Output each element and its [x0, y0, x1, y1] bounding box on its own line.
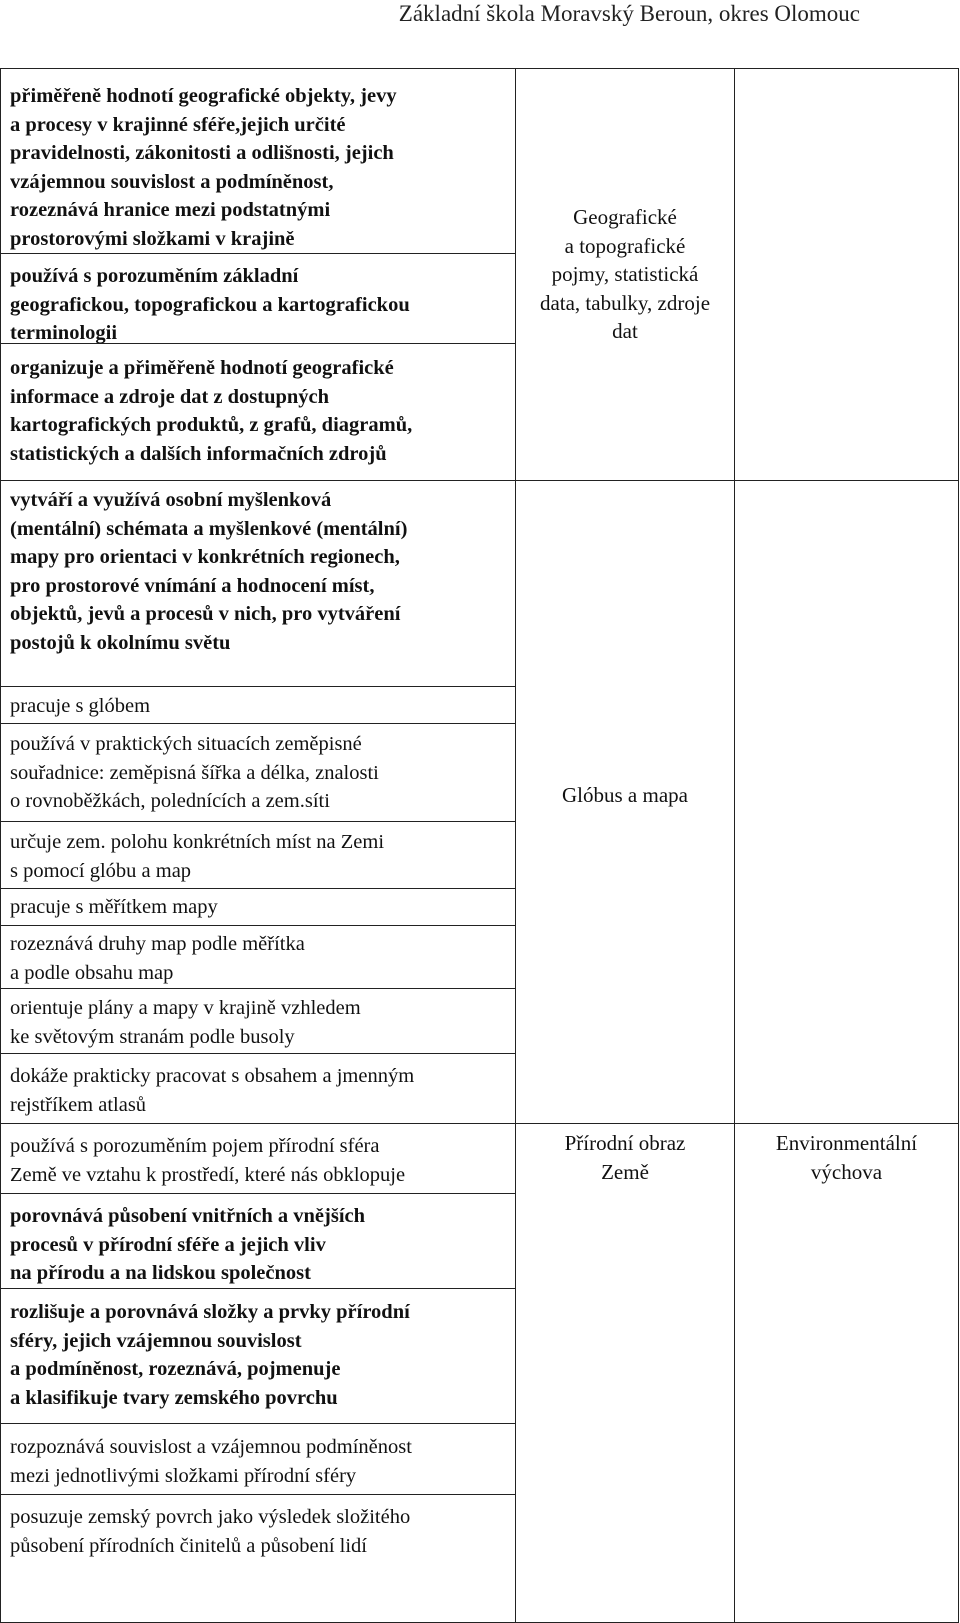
- outcome-cell: [0, 1503, 420, 1560]
- outcome-text: organizuje a přiměřeně hodnotí geografické informace a zdroje dat z dostupných kartografických produktů, z grafů, diagramů, statistických a dalších informačních zdrojů: [10, 357, 413, 465]
- row-separator: [0, 1193, 515, 1194]
- outcome-cell: [0, 1298, 420, 1412]
- outcome-text: orientuje plány a mapy v krajině vzhledem ke světovým stranám podle busoly: [10, 997, 361, 1048]
- outcome-cell: [0, 730, 389, 816]
- topic-globe-map: Glóbus a mapa: [562, 783, 688, 807]
- cross-topic-environmental: Environmentální výchova: [775, 1131, 918, 1184]
- outcome-text: vytváří a využívá osobní myšlenková (mentální) schémata a myšlenkové (mentální) mapy pro orientaci v konkrétních regionech, pro prostorové vnímání a hodnocení míst, objektů, jevů a procesů v nich, pro vytváření postojů k okolnímu světu: [10, 489, 408, 654]
- row-separator: [0, 988, 515, 989]
- row-separator: [0, 1423, 515, 1424]
- outcome-cell: [0, 930, 315, 987]
- outcome-text: rozlišuje a porovnává složky a prvky přírodní sféry, jejich vzájemnou souvislost a podmíněnost, rozeznává, pojmenuje a klasifikuje tvary zemského povrchu: [10, 1301, 410, 1409]
- outcome-text: rozpoznává souvislost a vzájemnou podmíněnost mezi jednotlivými složkami přírodní sféry: [10, 1436, 412, 1487]
- outcome-cell: [0, 994, 371, 1051]
- outcome-text: dokáže prakticky pracovat s obsahem a jmenným rejstříkem atlasů: [10, 1065, 415, 1116]
- outcome-cell: [0, 354, 422, 468]
- outcome-cell: [0, 1132, 415, 1189]
- row-separator: [0, 1494, 515, 1495]
- row-separator: [0, 1288, 515, 1289]
- row-separator: [0, 888, 515, 889]
- outcome-text: používá s porozuměním pojem přírodní sféra Země ve vztahu k prostředí, které nás obklopuje: [10, 1135, 406, 1186]
- table-border-top-left: [0, 68, 515, 69]
- outcome-text: používá v praktických situacích zeměpisné souřadnice: zeměpisná šířka a délka, znalosti o rovnoběžkách, polednících a zem.síti: [10, 733, 379, 813]
- school-header: Základní škola Moravský Beroun, okres Olomouc: [398, 1, 860, 26]
- outcome-cell: [0, 692, 160, 721]
- row-separator: [0, 480, 959, 481]
- outcome-text: používá s porozuměním základní geografickou, topografickou a kartografickou terminologii: [10, 265, 410, 345]
- outcome-cell: [0, 1202, 375, 1288]
- row-separator: [0, 686, 515, 687]
- outcome-text: posuzuje zemský povrch jako výsledek složitého působení přírodních činitelů a působení lidí: [10, 1506, 411, 1557]
- outcome-cell: [0, 828, 394, 885]
- table-divider-topics: [734, 68, 735, 1623]
- outcome-text: rozeznává druhy map podle měřítka a podle obsahu map: [10, 933, 305, 984]
- outcome-cell: [0, 893, 228, 922]
- outcome-text: porovnává působení vnitřních a vnějších procesů v přírodní sféře a jejich vliv na přírodu a na lidskou společnost: [10, 1205, 366, 1285]
- row-separator: [0, 821, 515, 822]
- outcome-text: určuje zem. polohu konkrétních míst na Zemi s pomocí glóbu a map: [10, 831, 385, 882]
- topic-nature: Přírodní obraz Země: [564, 1131, 686, 1184]
- outcome-cell: [0, 486, 417, 658]
- outcome-cell: [0, 82, 407, 254]
- table-border-right: [958, 68, 959, 1623]
- table-border-top: [515, 68, 959, 69]
- outcome-text: pracuje s glóbem: [10, 695, 151, 717]
- row-separator: [0, 1053, 515, 1054]
- outcome-text: pracuje s měřítkem mapy: [10, 896, 218, 918]
- topic-geo-terms: Geografické a topografické pojmy, statistická data, tabulky, zdroje dat: [539, 205, 711, 343]
- outcome-cell: [0, 1062, 424, 1119]
- row-separator: [0, 925, 515, 926]
- outcome-cell: [0, 1433, 422, 1490]
- outcome-text: přiměřeně hodnotí geografické objekty, jevy a procesy v krajinné sféře,jejich určité pravidelnosti, zákonitosti a odlišnosti, jejich vzájemnou souvislost a podmíněnost, rozeznává hranice mezi podstatnými prostorovými složkami v krajině: [10, 85, 397, 250]
- outcome-cell: [0, 262, 420, 348]
- row-separator: [0, 1123, 959, 1124]
- row-separator: [0, 723, 515, 724]
